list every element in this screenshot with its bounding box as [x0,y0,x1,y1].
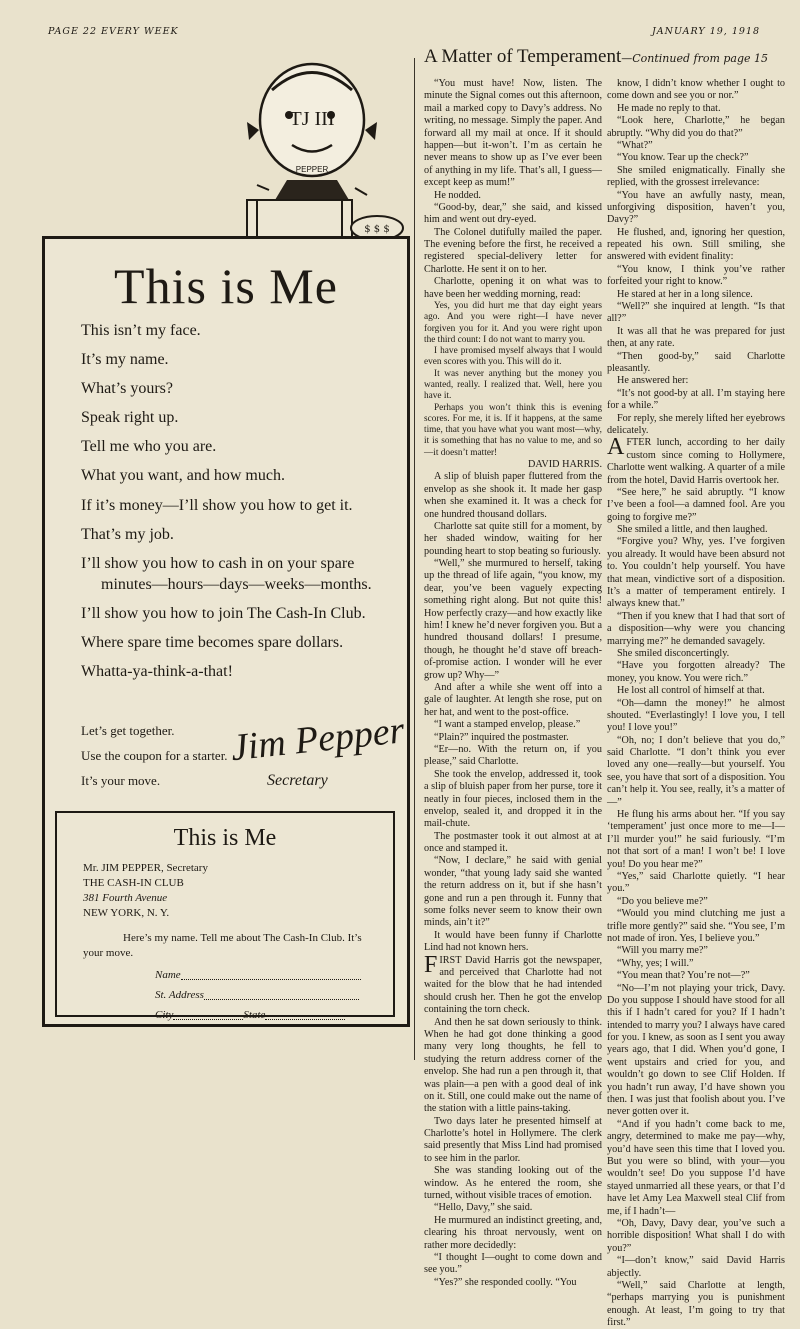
story-paragraph: He murmured an indistinct greeting, and, clearing his throat nervously, went on rather more decidedly: [424,1214,602,1251]
story-paragraph: He flung his arms about her. “If you say ‘temperament’ just once more to me—I—I’ll murder you!” he said furiously. “I’m not that sort of a man! I won’t be! I love you! Do you hear me?” [607,809,785,870]
ad-small-line: It’s your move. [81,772,161,788]
story-paragraph: It was never anything but the money you wanted, really. I realized that. Well, here you have it. [424,368,602,402]
story-paragraph: “Then if you knew that I had that sort of a disposition—why were you chancing marrying me?” he demanded savagely. [607,610,785,647]
story-paragraph: She smiled enigmatically. Finally she replied, with the grossest irrelevance: [607,164,785,189]
story-paragraph: “Hello, Davy,” she said. [434,1202,533,1214]
svg-text:TJ III: TJ III [289,108,335,130]
story-paragraph: The postmaster took it out almost at at once and stamped it. [424,830,602,855]
ad-headline: This is Me [114,258,338,314]
story-paragraph: “Yes?” she responded coolly. “You [434,1276,577,1288]
name-field-label: Name [155,969,181,981]
story-paragraph: “Yes,” said Charlotte quietly. “I hear you.” [607,871,785,895]
story-column-2 [607,78,785,1329]
story-heading [424,46,784,72]
story-paragraph: “Good-by, dear,” she said, and kissed him and went out dry-eyed. [424,201,602,226]
address-field[interactable] [155,989,359,1001]
story-paragraph: For reply, she merely lifted her eyebrows delicately. [607,412,785,436]
name-field-line[interactable] [181,969,361,980]
story-paragraph: “Would you mind clutching me just a trifle more gently?” said she. “You see, I’m not made of iron. Yes, I believe you.” [607,908,785,944]
coupon-message: Here’s my name. Tell me about The Cash-In Club. It’s your move. [83,932,362,959]
story-paragraph: AFTER lunch, according to her daily custom since coming to Hollymere, Charlotte went walking. A quarter of a mile from the hotel, David Harris overtook her. [607,434,785,486]
running-head [48,26,760,42]
story-paragraph: FIRST David Harris got the newspaper, and perceived that Charlotte had not waited for the blow that he had intended should crush her. Then he got the envelop containing the torn check. [424,951,602,1016]
story-paragraph: “You must have! Now, listen. The minute the Signal comes out this afternoon, mail a marked copy to Davy’s address. No writing, no message. Simply the paper. And forward all my mail at once. If it should happen—but it-won’t. I’m as certain he never means to show up as I’ve ever been of anything in my life. That’s all, I guess—except keep as mum!” [424,78,602,189]
ad-line: What’s yours? [81,380,173,398]
ad-line: If it’s money—I’ll show you how to get it. [81,496,353,514]
story-paragraph: He lost all control of himself at that. [617,685,765,697]
story-paragraph: Charlotte, opening it on what was to have been her wedding morning, read: [424,276,602,300]
story-paragraph: “I—don’t know,” said David Harris abjectly. [607,1255,785,1279]
story-paragraph: “No—I’m not playing your trick, Davy. Do you suppose I should have stood for all this if I hadn’t cared for you? If I hadn’t intended to marry you? I always have cared for you. I knew, as soon as I sent you away years ago, that I did. When you’d gone, I went upstairs and cried for you, and wouldn’t go down to see Clif Holden. If you hadn’t run away, I’d have shown you then. I was just that foolish about you. I’ve never gotten over it. [607,982,785,1118]
cash-in-club-ad [42,60,410,1050]
story-paragraph: The Colonel dutifully mailed the paper. The evening before the first, he received a registered special-delivery letter for Charlotte. He sent it on to her. [424,226,602,275]
ad-line: Where spare time becomes spare dollars. [81,633,344,651]
signature-title: Secretary [267,772,328,789]
story-paragraph: She smiled a little, and then laughed. [617,524,768,536]
svg-text:PEPPER: PEPPER [295,165,329,174]
story-paragraph: It would have been funny if Charlotte Lind had not known hers. [424,929,602,954]
story-paragraph: It was all that he was prepared for just then, at any rate. [607,325,785,350]
story-paragraph: “Plain?” inquired the postmaster. [434,731,569,743]
story-title: A Matter of Temperament [424,46,622,67]
ad-line: I’ll show you how to cash in on your spare minutes—hours—days—weeks—months. [81,554,372,593]
story-paragraph: “Forgive you? Why, yes. I’ve forgiven you already. It would have been absurd not to. You couldn’t help yourself. You have that mean, vindictive sort of a disposition. It’s a matter of temperament entirely. I always knew that.” [607,536,785,610]
story-paragraph: “Have you forgotten already? The money, you know. You were rich.” [607,660,785,684]
story-paragraph: DAVID HARRIS. [528,458,602,470]
story-paragraph: He flushed, and, ignoring her question, repeated his own. Still smiling, she answered with evident finality: [607,226,785,263]
coupon-form[interactable] [55,811,395,1021]
ad-line: I’ll show you how to join The Cash-In Club. [81,604,366,622]
jim-pepper-mascot-illustration [217,60,407,240]
story-column-1 [424,78,602,1288]
coupon-address [83,861,208,920]
ad-copy [81,321,391,691]
coupon-address-line: Mr. JIM PEPPER, Secretary [83,862,208,874]
story-paragraph: “See here,” he said abruptly. “I know I’ve been a fool—a damned fool. Are you going to forgive me?” [607,486,785,523]
story-paragraph: And after a while she went off into a gale of laughter. At length she rose, put on her hat, and went to the post-office. [424,682,602,718]
story-paragraph: “Oh, no; I don’t believe that you do,” said Charlotte. “I don’t think you ever loved any one—really—but yourself. You see, you have that sort of a disposition. You can’t help it. You see, really, it’s a matter of—” [607,734,785,808]
story-paragraph: And then he sat down seriously to think. When he had got done thinking a good many very long thoughts, he fell to studying the return address corner of the envelop. She had run a pen through it, that was plain—a pen with a good deal of ink on it. Still, one could make out the name of the station with a little pains-taking. [424,1016,602,1115]
ad-line: Speak right up. [81,409,179,427]
name-field[interactable] [155,969,361,981]
story-paragraph: “You have an awfully nasty, mean, unforgiving disposition, haven’t you, Davy?” [607,189,785,226]
state-field-line[interactable] [265,1009,345,1020]
story-paragraph: “Look here, Charlotte,” he began abruptly. “Why did you do that?” [607,115,785,139]
city-field-line[interactable] [173,1009,243,1020]
story-paragraph: “Well?” she inquired at length. “Is that all?” [607,301,785,325]
ad-line: That’s my job. [81,525,174,543]
ad-line: It’s my name. [81,351,169,369]
story-paragraph: “Er—no. With the return on, if you please,” said Charlotte. [424,743,602,768]
story-paragraph: “What?” [617,139,653,151]
story-paragraph: know, I didn’t know whether I ought to come down and see you or nor.” [607,78,785,102]
story-paragraph: “You know. Tear up the check?” [617,152,749,164]
address-field-line[interactable] [204,989,359,1000]
issue-date: JANUARY 19, 1918 [651,26,760,37]
story-paragraph: Two days later he presented himself at Charlotte’s hotel in Hollymere. The clerk said presently that Miss Lind had promised to see him in the parlor. [424,1115,602,1164]
city-state-field[interactable] [155,1009,345,1021]
story-paragraph: “Then good-by,” said Charlotte pleasantly. [607,350,785,374]
story-paragraph: Yes, you did hurt me that day eight years ago. And you were right—I have never forgiven you for it. And you were right upon the third count: I do not want to marry you. [424,301,602,345]
story-paragraph: I have promised myself always that I would even scores with you. This will do it. [424,346,602,368]
coupon-address-line: 381 Fourth Avenue [83,891,168,904]
story-paragraph: “Now, I declare,” he said with genial wonder, “that young lady said she wanted the return address on it, but if she hasn’t gone and run a pen through it. Funny that some folks never seem to know their own minds, ain’t it?” [424,855,602,929]
story-paragraph: “I thought I—ought to come down and see you.” [424,1251,602,1276]
story-paragraph: “Well,” said Charlotte at length, “perhaps marrying you is punishment enough. At least, I’m going to try that first.” [607,1279,785,1329]
story-paragraph: She smiled disconcertingly. [617,647,730,659]
story-paragraph: “And if you hadn’t come back to me, angry, determined to make me pay—why, you’d have seen this time that I loved you. But you were so blind, with your—you wouldn’t see! Do you suppose I’d have stayed unmarried all these years, or that I’d have let Amy Lea Maxwell steal Clif from me, if I hadn’t— [607,1118,785,1217]
story-paragraph: “I want a stamped envelop, please.” [434,719,581,731]
ad-small-line: Let’s get together. [81,723,175,738]
story-paragraph: “You mean that? You’re not—?” [617,970,750,982]
story-paragraph: He stared at her in a long silence. [617,288,753,300]
city-field-label: City [155,1009,174,1021]
column-rule [414,58,415,1060]
ad-line: Tell me who you are. [81,438,217,456]
coupon-address-line: NEW YORK, N. Y. [83,906,170,919]
story-paragraph: Perhaps you won’t think this is evening scores. For me, it is. If it happens, at the same time, that you have what you want most—why, it is something that has no value to me, and so—it doesn’t matter! [424,402,602,458]
story-paragraph: “Do you believe me?” [617,895,708,907]
story-paragraph: “Why, yes; I will.” [617,957,694,969]
ad-line: This isn’t my face. [81,322,201,339]
ad-line: What you want, and how much. [81,467,285,485]
state-field-label: State [243,1009,266,1021]
story-paragraph: She took the envelop, addressed it, took a slip of bluish paper from her purse, tore it neatly in four pieces, inclosed them in the envelop, sealed it, and dropped it in the mail-chute. [424,768,602,830]
story-paragraph: He made no reply to that. [617,102,721,114]
story-paragraph: Charlotte sat quite still for a moment, by her shaded window, waiting for her pounding heart to stop beating so furiously. [424,520,602,557]
address-field-label: St. Address [155,989,204,1001]
svg-text:$ $ $: $ $ $ [364,224,390,235]
coupon-title: This is Me [173,825,277,851]
ad-small-line: Use the coupon for a starter. [81,747,228,763]
story-paragraph: “It’s not good-by at all. I’m staying here for a while.” [607,387,785,412]
ad-main-box [42,236,410,1027]
svg-text:Jim Pepper: Jim Pepper [228,709,407,770]
story-paragraph: “Oh, Davy, Davy dear, you’ve such a horrible disposition! What shall I do with you?” [607,1217,785,1254]
story-paragraph: She was standing looking out of the window. As he entered the room, she turned, without visible traces of emotion. [424,1165,602,1202]
continued-note: —Continued from page 15 [621,52,769,65]
story-paragraph: He nodded. [434,189,481,201]
story-paragraph: A slip of bluish paper fluttered from the envelop as she shook it. It made her gasp when she examined it. It was a check for one hundred thousand dollars. [424,471,602,520]
story-paragraph: “Oh—damn the money!” he almost shouted. “Everlastingly! I love you, I tell you! I love you!” [607,697,785,734]
story-paragraph: “Will you marry me?” [617,945,708,957]
coupon-address-line: THE CASH-IN CLUB [83,876,184,889]
page-folio: PAGE 22 EVERY WEEK [48,26,179,37]
story-paragraph: He answered her: [617,375,689,387]
story-paragraph: “Well,” she murmured to herself, taking up the thread of life again, “you know, my dear, you’ve been vaguely expecting something right along. But not quite this! How perfectly crazy—and how exactly like him! I knew he’d never forgiven you. But a hundred thousand dollars! I presume, though, he thought he’d stave off breach-of-promise action. I wonder will he ever grow up? Why—” [424,558,602,681]
story-paragraph: “You know, I think you’ve rather forfeited your right to know.” [607,263,785,288]
ad-line: Whatta-ya-think-a-that! [81,662,233,680]
